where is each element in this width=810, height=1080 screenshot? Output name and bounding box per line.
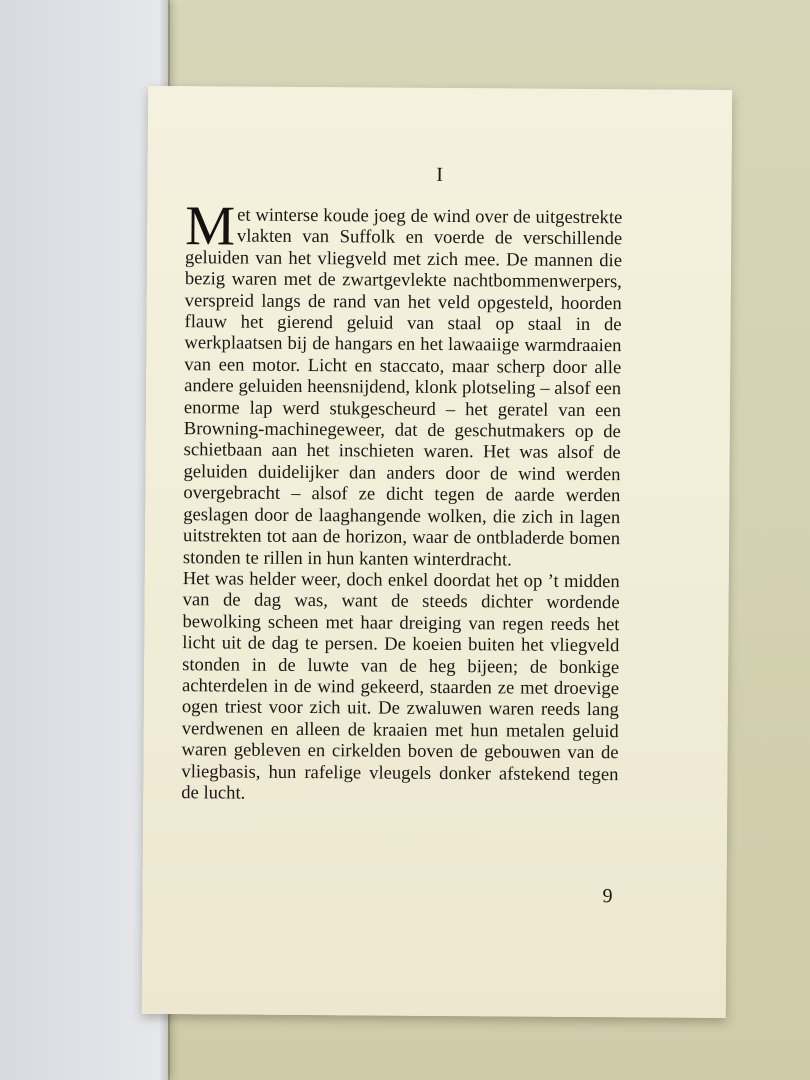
body-text	[181, 195, 623, 806]
chapter-number: I	[436, 163, 444, 186]
drop-cap: M	[185, 195, 236, 258]
page-number: 9	[602, 885, 613, 908]
book-page	[142, 86, 732, 1018]
paragraph-2: Het was helder weer, doch enkel doordat het op ’t midden van de dag was, want de steeds dichter wordende bewolking scheen met haar dreiging van regen reeds het licht uit de dag te persen. De koeien buiten het vliegveld stonden in de luwte van de heg bijeen; de bonkige achterdelen in de wind gekeerd, staarden ze met droevige ogen triest voor zich uit. De zwaluwen waren reeds lang verdwenen en alleen de kraaien met hun metalen geluid waren gebleven en cirkelden boven de gebouwen van de vliegbasis, hun rafelige vleugels donker afstekend tegen de lucht.	[181, 568, 620, 804]
paragraph-1-text: et winterse koude joeg de wind over de uitgestrekte vlakten van Suffolk en voerde de verschillende geluiden van het vliegveld met zich mee. De mannen die bezig waren met de zwartgevlekte nachtbommenwerpers, verspreid langs de rand van het veld opgesteld, hoorden flauw het gierend geluid van staal op staal in de werkplaatsen bij de hangars en het lawaaiige warmdraaien van een motor. Licht en staccato, maar scherp door alle andere geluiden heensnijdend, klonk plotseling – alsof een enorme lap werd stukgescheurd – het geratel van een Browning-machinegeweer, dat de geschutmakers op de schietbaan aan het inschieten waren. Het was alsof de geluiden duidelijker dan anders door de wind werden overgebracht – alsof ze dicht tegen de aarde werden geslagen door de laaghangende wolken, die zich in lagen uitstrekten tot aan de horizon, waar de ontbladerde bomen stonden te rillen in hun kanten winterdracht.	[182, 204, 623, 570]
paragraph-1	[182, 195, 623, 571]
